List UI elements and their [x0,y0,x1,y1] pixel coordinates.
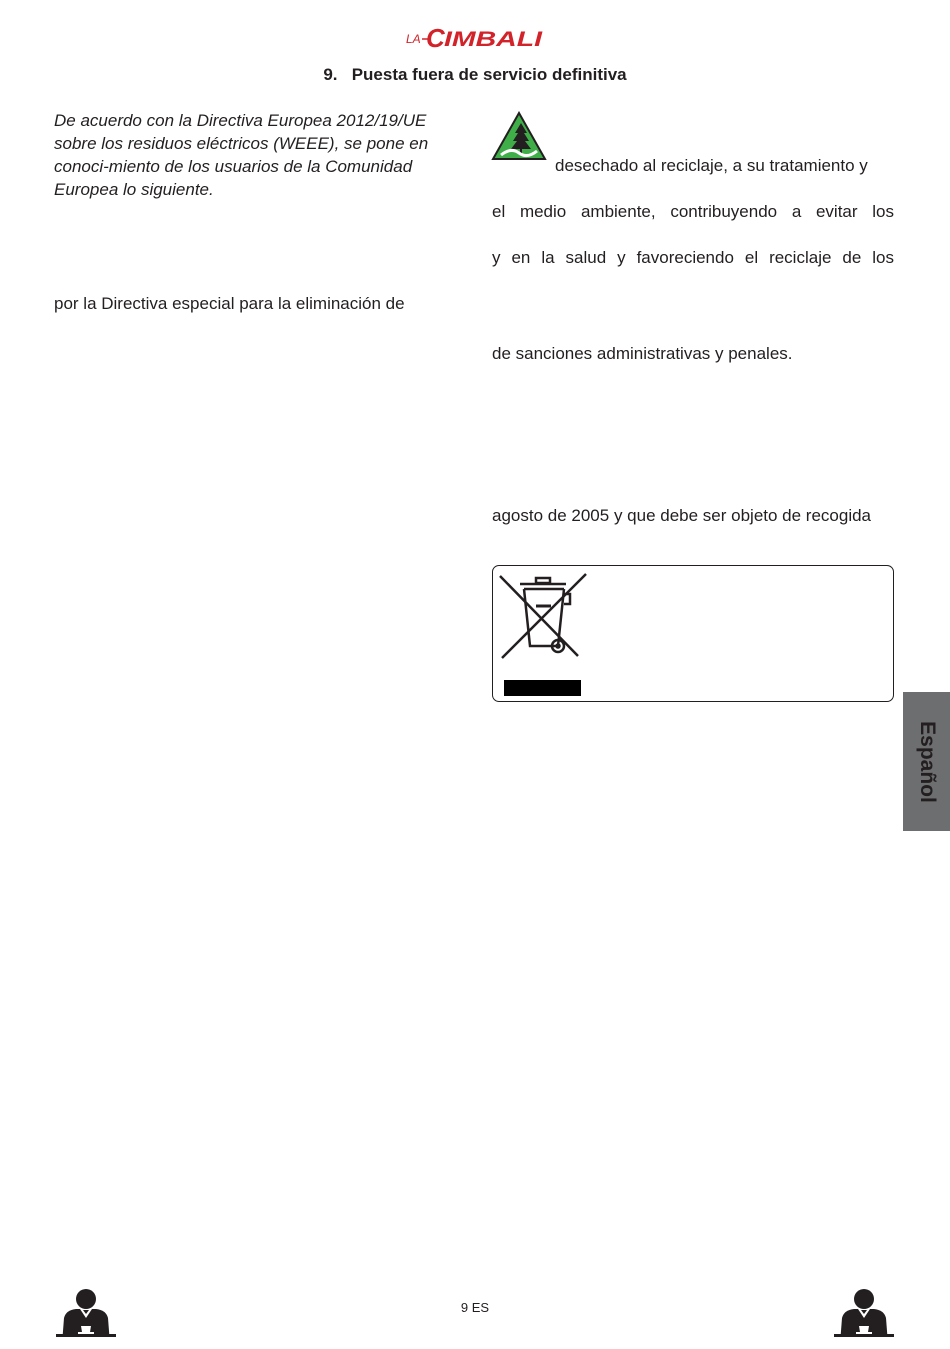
health-line: y en la salud y favoreciendo el reciclaje de los [492,248,894,267]
intro-paragraph: De acuerdo con la Directiva Europea 2012/19/UE sobre los residuos eléctricos (WEEE), se pone en conoci-miento de los usuarios de la Comunidad Europea lo siguiente. [54,111,429,199]
crossed-out-wheelie-bin-icon [496,570,592,666]
language-label: Español [915,720,939,803]
environment-tree-icon [491,111,547,161]
environment-line: el medio ambiente, contribuyendo a evitar los [492,202,894,221]
recycling-line: desechado al reciclaje, a su tratamiento y [555,156,868,175]
language-tab [903,692,950,831]
brand-logo [404,22,546,50]
svg-text:LA: LA [406,32,421,46]
section-title: 9. Puesta fuera de servicio definitiva [323,65,627,84]
directive-line: por la Directiva especial para la eliminación de [54,294,405,313]
barista-icon [54,1288,118,1344]
svg-text:C: C [426,23,445,50]
august-line: agosto de 2005 y que debe ser objeto de recogida [492,506,872,525]
page-number: 9 ES [460,1300,490,1315]
barista-icon [832,1288,896,1344]
cimbali-logo-icon [404,22,546,50]
logo-text [546,22,547,23]
svg-text:IMBALI: IMBALI [444,28,544,50]
separate-collection-bar [504,680,581,696]
sanctions-line: de sanciones administrativas y penales. [492,344,793,363]
